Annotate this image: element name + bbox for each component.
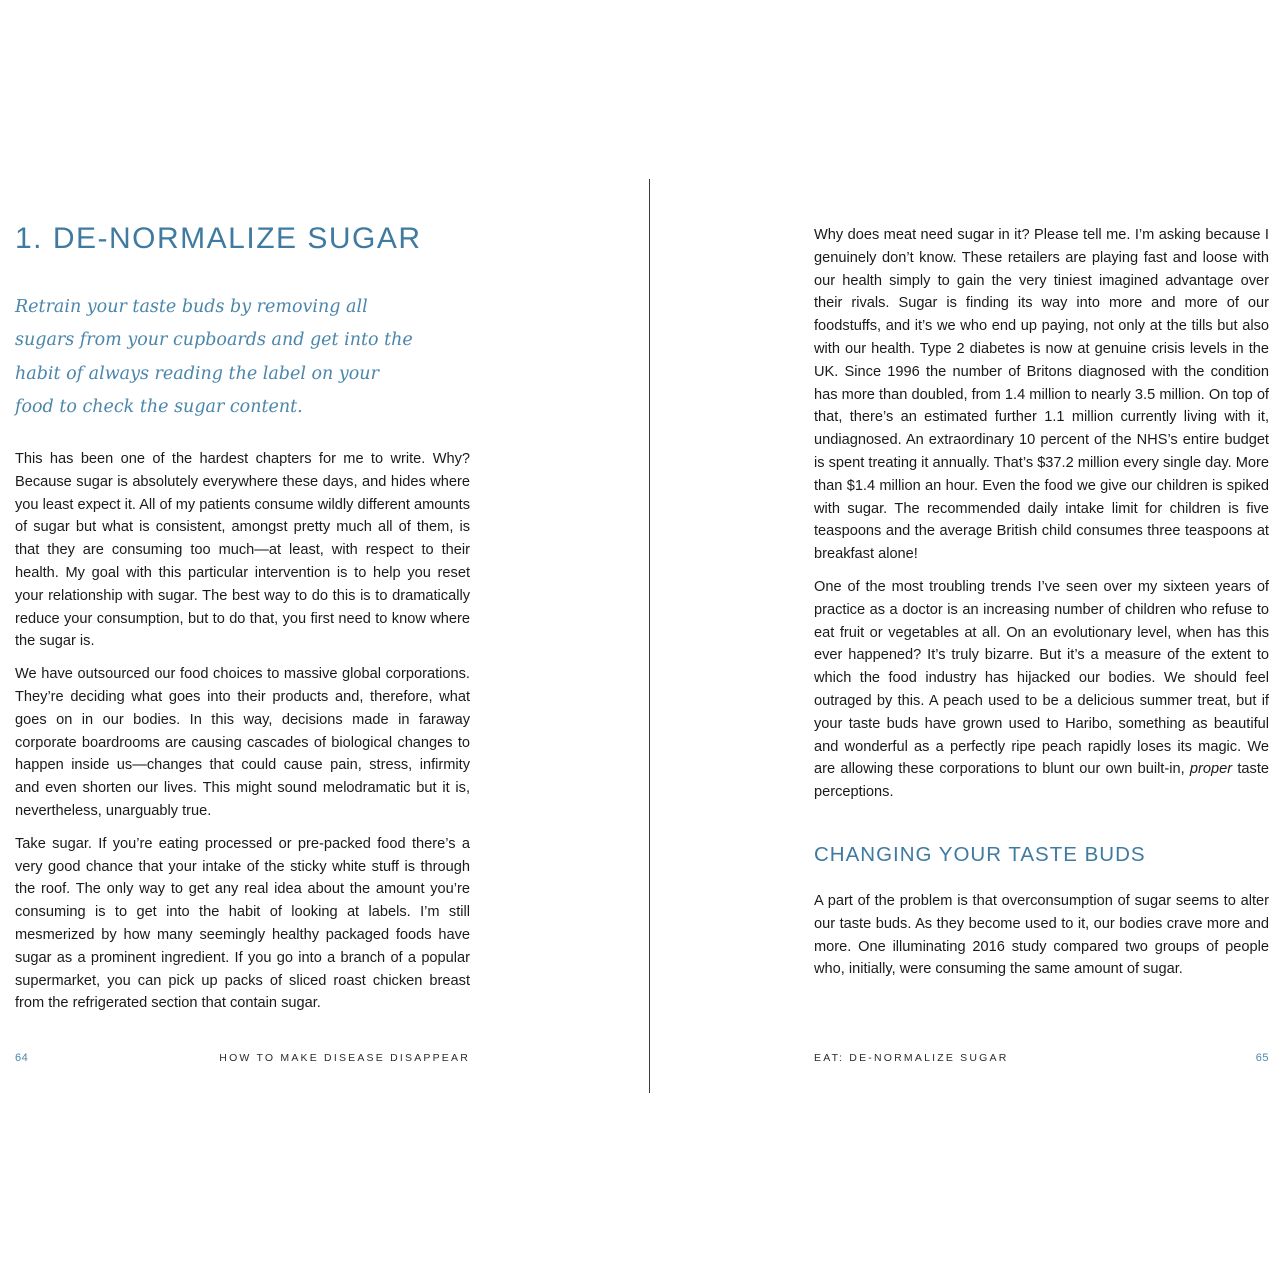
right-body-text [814, 224, 1269, 814]
page-number: 64 [15, 1052, 29, 1064]
paragraph: A part of the problem is that overconsumption of sugar seems to alter our taste buds. As they become used to it, our bodies crave more and more. One illuminating 2016 study compared two groups of people who, initially, were consuming the same amount of sugar. [814, 893, 1269, 978]
right-page [814, 0, 1269, 1273]
emphasis-text: proper [1189, 761, 1233, 778]
left-page [15, 0, 470, 1273]
paragraph [814, 576, 1269, 804]
paragraph-text: taste perceptions. [814, 761, 1269, 801]
right-footer [814, 1052, 1269, 1068]
running-head: HOW TO MAKE DISEASE DISAPPEAR [219, 1052, 470, 1064]
left-footer [15, 1052, 470, 1068]
paragraph: Why does meat need sugar in it? Please tell me. I’m asking because I genuinely don’t know. These retailers are playing fast and loose with our health simply to gain the very tiniest imagined advantage over their rivals. Sugar is finding its way into more and more of our foodstuffs, and it’s we who end up paying, not only at the tills but also with our health. Type 2 diabetes is now at genuine crisis levels in the UK. Since 1996 the number of Britons diagnosed with the condition has more than doubled, from 1.4 million to nearly 3.5 million. On top of that, there’s an estimated further 1.1 million currently living with it, undiagnosed. An extraordinary 10 percent of the NHS’s entire budget is spent treating it annually. That’s $37.2 million every single day. More than $1.4 million an hour. Even the food we give our children is spiked with sugar. The recommended daily intake limit for children is five teaspoons and the average British child consumes three teaspoons at breakfast alone! [814, 227, 1269, 563]
left-body-text [15, 448, 470, 1025]
page-number: 65 [1255, 1052, 1269, 1064]
section-heading: CHANGING YOUR TASTE BUDS [814, 843, 1146, 866]
chapter-title: 1. DE-NORMALIZE SUGAR [15, 222, 422, 255]
section-body-text [814, 890, 1269, 991]
paragraph: Take sugar. If you’re eating processed or pre-packed food there’s a very good chance that your intake of the sticky white stuff is through the roof. The only way to get any real idea about the amount you’re consuming is to get into the habit of looking at labels. I’m still mesmerized by how many seemingly healthy packaged foods have sugar as a prominent ingredient. If you go into a branch of a popular supermarket, you can pick up packs of sliced roast chicken breast from the refrigerated section that contain sugar. [15, 835, 470, 1012]
book-spine-divider [649, 179, 650, 1093]
running-head: EAT: DE-NORMALIZE SUGAR [814, 1052, 1009, 1064]
chapter-intro: Retrain your taste buds by removing all sugars from your cupboards and get into the habit of always reading the label on your food to check the sugar content. [15, 297, 413, 417]
paragraph: This has been one of the hardest chapters for me to write. Why? Because sugar is absolutely everywhere these days, and hides where you least expect it. All of my patients consume wildly different amounts of sugar but what is consistent, amongst pretty much all of them, is that they are consuming too much—at least, with respect to their health. My goal with this particular intervention is to help you reset your relationship with sugar. The best way to do this is to dramatically reduce your consumption, but to do that, you first need to know where the sugar is. [15, 451, 470, 650]
paragraph-text: One of the most troubling trends I’ve seen over my sixteen years of practice as a doctor is an increasing number of children who refuse to eat fruit or vegetables at all. On an evolutionary level, when has this ever happened? It’s truly bizarre. But it’s a measure of the extent to which the food industry has hijacked our bodies. We should feel outraged by this. A peach used to be a delicious summer treat, but if your taste buds have grown used to Haribo, something as beautiful and wonderful as a perfectly ripe peach rapidly loses its magic. We are allowing these corporations to blunt our own built-in, [814, 578, 1269, 778]
paragraph: We have outsourced our food choices to massive global corporations. They’re deciding what goes into their products and, therefore, what goes on in our bodies. In this way, decisions made in faraway corporate boardrooms are causing cascades of biological changes to happen inside us—changes that could cause pain, stress, infirmity and even shorten our lives. This might sound melodramatic but it is, nevertheless, unarguably true. [15, 666, 470, 819]
